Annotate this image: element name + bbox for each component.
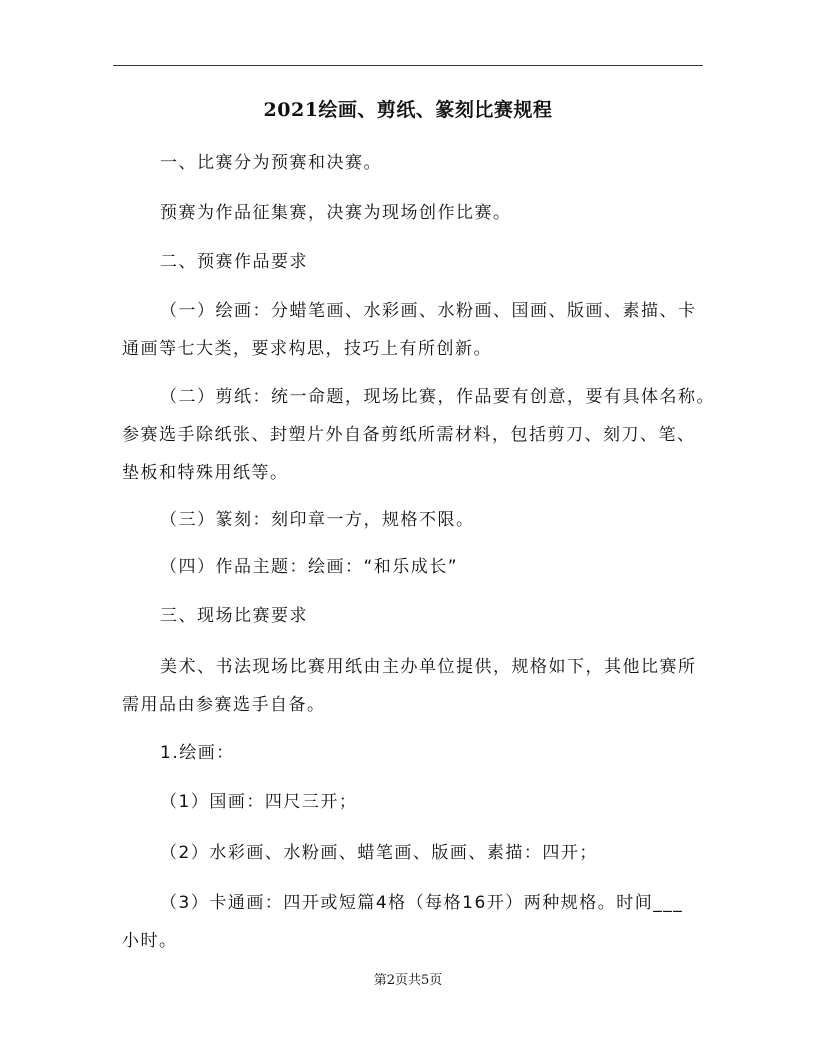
paragraph-item-3 bbox=[122, 884, 702, 960]
paragraph-papercut bbox=[122, 378, 715, 492]
paragraph-line: 预赛为作品征集赛，决赛为现场创作比赛。 bbox=[160, 203, 512, 223]
paragraph-seal bbox=[122, 501, 702, 539]
page-footer: 第2页共5页 bbox=[373, 973, 443, 988]
paragraph-line: 参赛选手除纸张、封塑片外自备剪纸所需材料，包括剪刀、刻刀、笔、 bbox=[122, 425, 696, 445]
paragraph-1 bbox=[122, 144, 702, 182]
paragraph-line: 美术、书法现场比赛用纸由主办单位提供，规格如下，其他比赛所 bbox=[160, 657, 697, 677]
page-title: 2021绘画、剪纸、篆刻比赛规程 bbox=[263, 99, 553, 121]
paragraph-line: （一）绘画：分蜡笔画、水彩画、水粉画、国画、版画、素描、卡 bbox=[160, 301, 697, 321]
paragraph-line: （三）篆刻：刻印章一方，规格不限。 bbox=[160, 510, 475, 530]
paragraph-painting bbox=[122, 292, 702, 368]
paragraph-2 bbox=[122, 194, 702, 232]
paragraph-line: （2）水彩画、水粉画、蜡笔画、版画、素描：四开； bbox=[160, 843, 598, 863]
paragraph-theme bbox=[122, 548, 702, 586]
paragraph-line: 通画等七大类，要求构思，技巧上有所创新。 bbox=[122, 339, 492, 359]
paragraph-line: 二、预赛作品要求 bbox=[160, 252, 308, 272]
paragraph-line: （二）剪纸：统一命题，现场比赛，作品要有创意，要有具体名称。 bbox=[160, 387, 715, 407]
paragraph-painting-heading bbox=[122, 734, 702, 772]
section-heading-3 bbox=[122, 597, 702, 635]
paragraph-line: （1）国画：四尺三开； bbox=[160, 792, 358, 812]
paragraph-line: 一、比赛分为预赛和决赛。 bbox=[160, 153, 382, 173]
paragraph-line: 1.绘画： bbox=[160, 743, 235, 763]
paragraph-line: 三、现场比赛要求 bbox=[160, 606, 308, 626]
paragraph-line: 小时。 bbox=[122, 931, 178, 951]
paragraph-paper bbox=[122, 648, 702, 724]
paragraph-line: （3）卡通画：四开或短篇4格（每格16开）两种规格。时间___ bbox=[160, 893, 684, 913]
paragraph-item-2 bbox=[122, 834, 702, 872]
section-heading-2 bbox=[122, 243, 702, 281]
header-rule bbox=[113, 65, 703, 66]
paragraph-line: 垫板和特殊用纸等。 bbox=[122, 463, 289, 483]
paragraph-line: 需用品由参赛选手自备。 bbox=[122, 695, 326, 715]
paragraph-item-1 bbox=[122, 783, 702, 821]
paragraph-line: （四）作品主题：绘画：“和乐成长” bbox=[160, 557, 459, 577]
